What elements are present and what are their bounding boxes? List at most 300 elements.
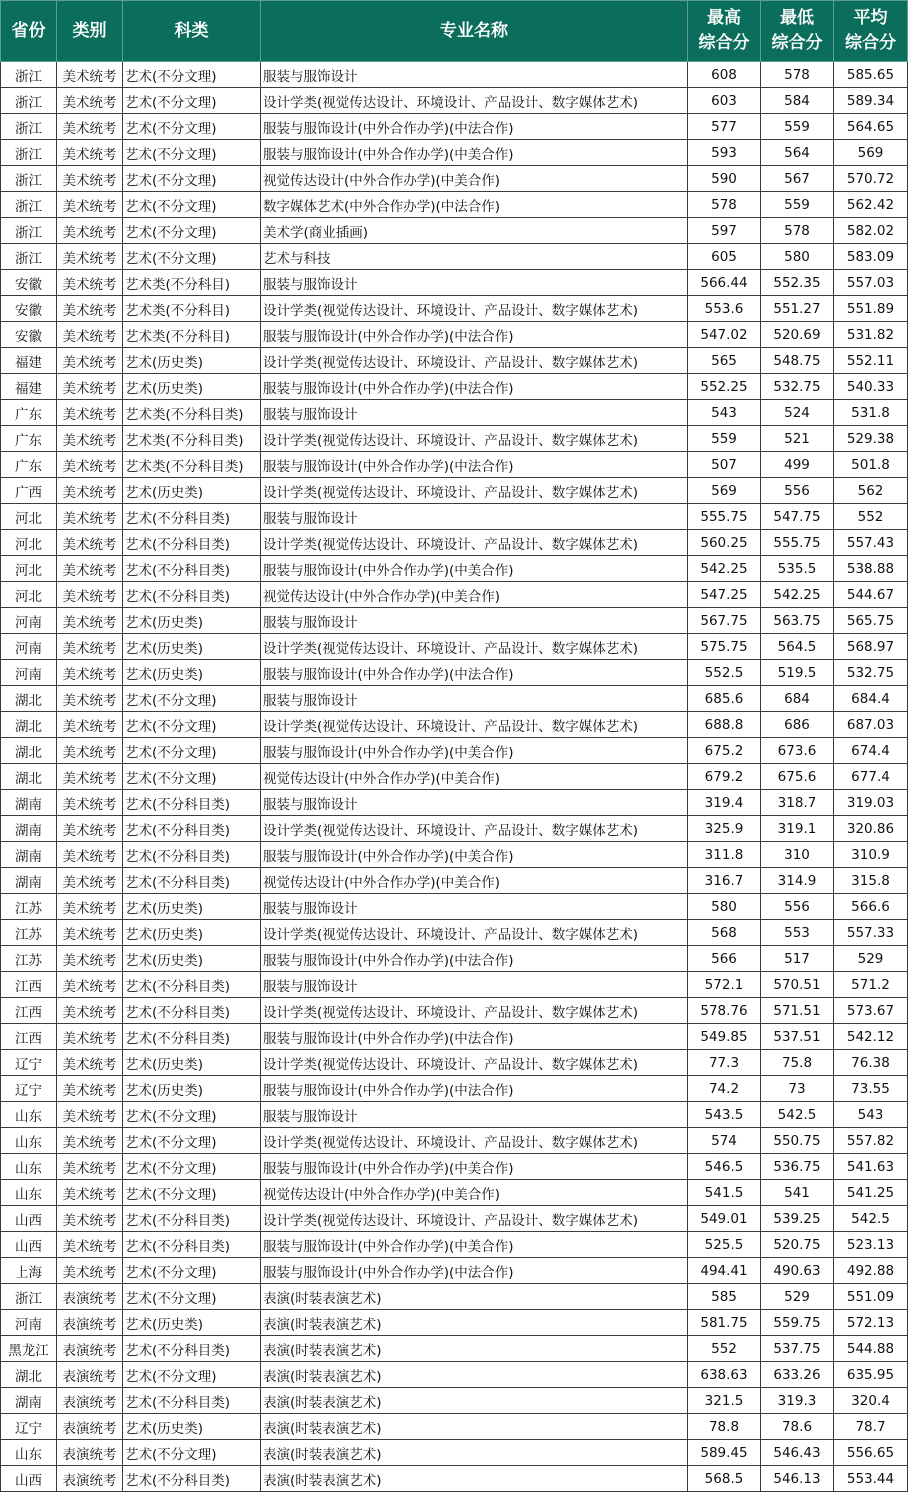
cell-subject-type: 艺术(不分文理) <box>123 1102 261 1128</box>
cell-max-score: 525.5 <box>688 1232 761 1258</box>
cell-major: 视觉传达设计(中外合作办学)(中美合作) <box>261 1180 688 1206</box>
cell-major: 服装与服饰设计 <box>261 608 688 634</box>
cell-major: 服装与服饰设计(中外合作办学)(中美合作) <box>261 556 688 582</box>
cell-category: 美术统考 <box>57 556 123 582</box>
cell-min-score: 535.5 <box>761 556 834 582</box>
cell-max-score: 605 <box>688 244 761 270</box>
table-body <box>1 62 908 1492</box>
cell-province: 山东 <box>1 1440 57 1466</box>
cell-category: 美术统考 <box>57 1050 123 1076</box>
table-row <box>1 296 908 322</box>
cell-province: 安徽 <box>1 322 57 348</box>
cell-subject-type: 艺术(历史类) <box>123 1050 261 1076</box>
cell-min-score: 519.5 <box>761 660 834 686</box>
cell-category: 美术统考 <box>57 426 123 452</box>
cell-subject-type: 艺术(历史类) <box>123 894 261 920</box>
cell-major: 设计学类(视觉传达设计、环境设计、产品设计、数字媒体艺术) <box>261 634 688 660</box>
cell-subject-type: 艺术(历史类) <box>123 634 261 660</box>
cell-subject-type: 艺术(历史类) <box>123 1310 261 1336</box>
cell-min-score: 548.75 <box>761 348 834 374</box>
cell-max-score: 589.45 <box>688 1440 761 1466</box>
cell-min-score: 546.13 <box>761 1466 834 1492</box>
table-row <box>1 972 908 998</box>
cell-province: 上海 <box>1 1258 57 1284</box>
cell-min-score: 673.6 <box>761 738 834 764</box>
cell-avg-score: 562 <box>834 478 908 504</box>
cell-min-score: 633.26 <box>761 1362 834 1388</box>
cell-avg-score: 583.09 <box>834 244 908 270</box>
cell-subject-type: 艺术类(不分科目) <box>123 322 261 348</box>
cell-category: 美术统考 <box>57 972 123 998</box>
cell-avg-score: 543 <box>834 1102 908 1128</box>
cell-subject-type: 艺术(不分文理) <box>123 764 261 790</box>
cell-province: 山东 <box>1 1102 57 1128</box>
cell-province: 黑龙江 <box>1 1336 57 1362</box>
table-row <box>1 1024 908 1050</box>
cell-subject-type: 艺术(不分科目类) <box>123 972 261 998</box>
cell-province: 江西 <box>1 998 57 1024</box>
cell-major: 服装与服饰设计(中外合作办学)(中美合作) <box>261 1154 688 1180</box>
cell-subject-type: 艺术(不分科目类) <box>123 530 261 556</box>
cell-province: 安徽 <box>1 296 57 322</box>
cell-max-score: 74.2 <box>688 1076 761 1102</box>
cell-province: 湖南 <box>1 790 57 816</box>
cell-major: 服装与服饰设计(中外合作办学)(中美合作) <box>261 842 688 868</box>
cell-subject-type: 艺术(不分科目类) <box>123 1232 261 1258</box>
header-category: 类别 <box>57 1 123 62</box>
cell-category: 美术统考 <box>57 946 123 972</box>
cell-max-score: 608 <box>688 62 761 88</box>
cell-avg-score: 78.7 <box>834 1414 908 1440</box>
cell-major: 设计学类(视觉传达设计、环境设计、产品设计、数字媒体艺术) <box>261 296 688 322</box>
cell-subject-type: 艺术(不分文理) <box>123 1440 261 1466</box>
cell-major: 艺术与科技 <box>261 244 688 270</box>
cell-subject-type: 艺术(历史类) <box>123 1414 261 1440</box>
cell-major: 设计学类(视觉传达设计、环境设计、产品设计、数字媒体艺术) <box>261 998 688 1024</box>
cell-province: 辽宁 <box>1 1414 57 1440</box>
cell-category: 美术统考 <box>57 1102 123 1128</box>
cell-province: 辽宁 <box>1 1050 57 1076</box>
cell-max-score: 316.7 <box>688 868 761 894</box>
cell-category: 美术统考 <box>57 1206 123 1232</box>
cell-category: 美术统考 <box>57 998 123 1024</box>
cell-subject-type: 艺术(不分文理) <box>123 114 261 140</box>
cell-subject-type: 艺术(不分科目类) <box>123 790 261 816</box>
cell-major: 服装与服饰设计 <box>261 894 688 920</box>
cell-major: 设计学类(视觉传达设计、环境设计、产品设计、数字媒体艺术) <box>261 816 688 842</box>
cell-max-score: 568.5 <box>688 1466 761 1492</box>
header-province: 省份 <box>1 1 57 62</box>
table-row <box>1 1076 908 1102</box>
cell-major: 服装与服饰设计(中外合作办学)(中美合作) <box>261 1232 688 1258</box>
cell-min-score: 564.5 <box>761 634 834 660</box>
cell-major: 服装与服饰设计(中外合作办学)(中法合作) <box>261 660 688 686</box>
cell-subject-type: 艺术(不分科目类) <box>123 1024 261 1050</box>
cell-major: 服装与服饰设计 <box>261 504 688 530</box>
cell-major: 表演(时装表演艺术) <box>261 1284 688 1310</box>
cell-category: 美术统考 <box>57 1076 123 1102</box>
cell-min-score: 73 <box>761 1076 834 1102</box>
cell-category: 美术统考 <box>57 1258 123 1284</box>
cell-max-score: 319.4 <box>688 790 761 816</box>
cell-province: 河北 <box>1 530 57 556</box>
cell-province: 河南 <box>1 608 57 634</box>
cell-province: 江苏 <box>1 894 57 920</box>
cell-min-score: 536.75 <box>761 1154 834 1180</box>
table-row <box>1 1310 908 1336</box>
header-avg-score-line1: 平均 <box>853 8 888 28</box>
cell-category: 美术统考 <box>57 608 123 634</box>
cell-max-score: 566 <box>688 946 761 972</box>
cell-avg-score: 529.38 <box>834 426 908 452</box>
cell-subject-type: 艺术(不分文理) <box>123 712 261 738</box>
cell-max-score: 560.25 <box>688 530 761 556</box>
cell-max-score: 685.6 <box>688 686 761 712</box>
cell-avg-score: 562.42 <box>834 192 908 218</box>
cell-category: 美术统考 <box>57 296 123 322</box>
cell-major: 表演(时装表演艺术) <box>261 1414 688 1440</box>
cell-avg-score: 544.67 <box>834 582 908 608</box>
table-row <box>1 1232 908 1258</box>
header-subject-type: 科类 <box>123 1 261 62</box>
cell-subject-type: 艺术(不分文理) <box>123 686 261 712</box>
header-max-score-line2: 综合分 <box>698 33 750 53</box>
cell-category: 美术统考 <box>57 504 123 530</box>
cell-province: 河北 <box>1 504 57 530</box>
cell-min-score: 499 <box>761 452 834 478</box>
cell-max-score: 543.5 <box>688 1102 761 1128</box>
cell-major: 设计学类(视觉传达设计、环境设计、产品设计、数字媒体艺术) <box>261 530 688 556</box>
table-row <box>1 1362 908 1388</box>
cell-major: 表演(时装表演艺术) <box>261 1310 688 1336</box>
header-max-score <box>688 1 761 62</box>
cell-major: 服装与服饰设计 <box>261 1102 688 1128</box>
cell-category: 美术统考 <box>57 1128 123 1154</box>
cell-min-score: 310 <box>761 842 834 868</box>
cell-avg-score: 531.8 <box>834 400 908 426</box>
table-row <box>1 374 908 400</box>
cell-avg-score: 573.67 <box>834 998 908 1024</box>
cell-min-score: 78.6 <box>761 1414 834 1440</box>
cell-avg-score: 542.12 <box>834 1024 908 1050</box>
cell-province: 广西 <box>1 478 57 504</box>
table-row <box>1 140 908 166</box>
cell-subject-type: 艺术(不分文理) <box>123 1258 261 1284</box>
cell-subject-type: 艺术(历史类) <box>123 478 261 504</box>
cell-max-score: 566.44 <box>688 270 761 296</box>
cell-subject-type: 艺术(不分文理) <box>123 1180 261 1206</box>
cell-category: 美术统考 <box>57 192 123 218</box>
cell-province: 河南 <box>1 1310 57 1336</box>
cell-subject-type: 艺术(历史类) <box>123 608 261 634</box>
cell-major: 设计学类(视觉传达设计、环境设计、产品设计、数字媒体艺术) <box>261 920 688 946</box>
cell-major: 设计学类(视觉传达设计、环境设计、产品设计、数字媒体艺术) <box>261 712 688 738</box>
cell-category: 美术统考 <box>57 348 123 374</box>
cell-avg-score: 557.33 <box>834 920 908 946</box>
cell-category: 表演统考 <box>57 1310 123 1336</box>
cell-category: 美术统考 <box>57 114 123 140</box>
cell-province: 广东 <box>1 400 57 426</box>
cell-major: 服装与服饰设计(中外合作办学)(中法合作) <box>261 1076 688 1102</box>
cell-min-score: 559.75 <box>761 1310 834 1336</box>
table-row <box>1 426 908 452</box>
cell-max-score: 585 <box>688 1284 761 1310</box>
cell-province: 湖北 <box>1 764 57 790</box>
cell-max-score: 553.6 <box>688 296 761 322</box>
cell-avg-score: 565.75 <box>834 608 908 634</box>
cell-max-score: 543 <box>688 400 761 426</box>
cell-max-score: 688.8 <box>688 712 761 738</box>
cell-province: 福建 <box>1 374 57 400</box>
table-row <box>1 1466 908 1492</box>
cell-min-score: 490.63 <box>761 1258 834 1284</box>
table-row <box>1 1258 908 1284</box>
cell-max-score: 555.75 <box>688 504 761 530</box>
cell-avg-score: 541.63 <box>834 1154 908 1180</box>
cell-category: 表演统考 <box>57 1388 123 1414</box>
cell-max-score: 507 <box>688 452 761 478</box>
cell-province: 浙江 <box>1 88 57 114</box>
cell-min-score: 556 <box>761 478 834 504</box>
cell-avg-score: 523.13 <box>834 1232 908 1258</box>
cell-min-score: 524 <box>761 400 834 426</box>
cell-min-score: 553 <box>761 920 834 946</box>
cell-min-score: 75.8 <box>761 1050 834 1076</box>
cell-min-score: 537.51 <box>761 1024 834 1050</box>
table-row <box>1 920 908 946</box>
cell-province: 湖南 <box>1 816 57 842</box>
cell-min-score: 552.35 <box>761 270 834 296</box>
cell-major: 服装与服饰设计(中外合作办学)(中法合作) <box>261 322 688 348</box>
cell-category: 表演统考 <box>57 1284 123 1310</box>
cell-category: 美术统考 <box>57 686 123 712</box>
header-row <box>1 1 908 62</box>
cell-subject-type: 艺术类(不分科目) <box>123 270 261 296</box>
table-row <box>1 270 908 296</box>
cell-major: 表演(时装表演艺术) <box>261 1336 688 1362</box>
cell-category: 美术统考 <box>57 660 123 686</box>
cell-avg-score: 315.8 <box>834 868 908 894</box>
cell-category: 美术统考 <box>57 140 123 166</box>
cell-category: 美术统考 <box>57 816 123 842</box>
table-row <box>1 1154 908 1180</box>
cell-avg-score: 538.88 <box>834 556 908 582</box>
cell-min-score: 541 <box>761 1180 834 1206</box>
cell-subject-type: 艺术(不分科目类) <box>123 1206 261 1232</box>
cell-min-score: 567 <box>761 166 834 192</box>
cell-major: 服装与服饰设计 <box>261 790 688 816</box>
cell-avg-score: 529 <box>834 946 908 972</box>
cell-major: 服装与服饰设计(中外合作办学)(中法合作) <box>261 946 688 972</box>
cell-subject-type: 艺术类(不分科目) <box>123 296 261 322</box>
cell-subject-type: 艺术(不分文理) <box>123 1284 261 1310</box>
cell-min-score: 542.25 <box>761 582 834 608</box>
cell-min-score: 521 <box>761 426 834 452</box>
cell-major: 表演(时装表演艺术) <box>261 1362 688 1388</box>
cell-province: 浙江 <box>1 140 57 166</box>
cell-min-score: 580 <box>761 244 834 270</box>
table-row <box>1 1050 908 1076</box>
cell-avg-score: 553.44 <box>834 1466 908 1492</box>
cell-avg-score: 531.82 <box>834 322 908 348</box>
cell-category: 美术统考 <box>57 868 123 894</box>
cell-min-score: 564 <box>761 140 834 166</box>
cell-min-score: 529 <box>761 1284 834 1310</box>
cell-max-score: 552.5 <box>688 660 761 686</box>
cell-max-score: 552.25 <box>688 374 761 400</box>
table-row <box>1 1180 908 1206</box>
cell-category: 表演统考 <box>57 1362 123 1388</box>
cell-min-score: 539.25 <box>761 1206 834 1232</box>
cell-subject-type: 艺术(不分科目类) <box>123 504 261 530</box>
table-row <box>1 1388 908 1414</box>
cell-avg-score: 569 <box>834 140 908 166</box>
cell-subject-type: 艺术(不分文理) <box>123 218 261 244</box>
cell-category: 美术统考 <box>57 322 123 348</box>
cell-province: 浙江 <box>1 166 57 192</box>
cell-major: 设计学类(视觉传达设计、环境设计、产品设计、数字媒体艺术) <box>261 1050 688 1076</box>
cell-max-score: 321.5 <box>688 1388 761 1414</box>
cell-major: 设计学类(视觉传达设计、环境设计、产品设计、数字媒体艺术) <box>261 88 688 114</box>
table-row <box>1 1206 908 1232</box>
cell-min-score: 570.51 <box>761 972 834 998</box>
cell-subject-type: 艺术(历史类) <box>123 660 261 686</box>
cell-subject-type: 艺术(不分文理) <box>123 1362 261 1388</box>
cell-major: 服装与服饰设计 <box>261 62 688 88</box>
cell-min-score: 542.5 <box>761 1102 834 1128</box>
cell-min-score: 520.75 <box>761 1232 834 1258</box>
cell-category: 美术统考 <box>57 530 123 556</box>
cell-min-score: 319.1 <box>761 816 834 842</box>
cell-subject-type: 艺术(不分科目类) <box>123 1388 261 1414</box>
cell-max-score: 494.41 <box>688 1258 761 1284</box>
cell-category: 美术统考 <box>57 166 123 192</box>
table-row <box>1 452 908 478</box>
cell-subject-type: 艺术(不分科目类) <box>123 582 261 608</box>
cell-max-score: 581.75 <box>688 1310 761 1336</box>
table-row <box>1 816 908 842</box>
cell-subject-type: 艺术(不分文理) <box>123 1128 261 1154</box>
cell-province: 浙江 <box>1 192 57 218</box>
cell-province: 山西 <box>1 1466 57 1492</box>
cell-major: 服装与服饰设计(中外合作办学)(中美合作) <box>261 140 688 166</box>
cell-category: 美术统考 <box>57 764 123 790</box>
cell-category: 美术统考 <box>57 400 123 426</box>
cell-subject-type: 艺术(不分文理) <box>123 192 261 218</box>
cell-major: 服装与服饰设计 <box>261 270 688 296</box>
cell-min-score: 571.51 <box>761 998 834 1024</box>
cell-min-score: 686 <box>761 712 834 738</box>
cell-subject-type: 艺术(不分文理) <box>123 1154 261 1180</box>
cell-min-score: 551.27 <box>761 296 834 322</box>
cell-province: 河北 <box>1 582 57 608</box>
cell-max-score: 580 <box>688 894 761 920</box>
cell-min-score: 550.75 <box>761 1128 834 1154</box>
table-row <box>1 868 908 894</box>
cell-avg-score: 541.25 <box>834 1180 908 1206</box>
cell-avg-score: 582.02 <box>834 218 908 244</box>
cell-subject-type: 艺术(不分科目类) <box>123 1336 261 1362</box>
cell-subject-type: 艺术(不分科目类) <box>123 816 261 842</box>
table-row <box>1 1102 908 1128</box>
cell-subject-type: 艺术(不分文理) <box>123 88 261 114</box>
cell-max-score: 325.9 <box>688 816 761 842</box>
cell-max-score: 547.25 <box>688 582 761 608</box>
table-row <box>1 478 908 504</box>
cell-major: 视觉传达设计(中外合作办学)(中美合作) <box>261 582 688 608</box>
cell-avg-score: 492.88 <box>834 1258 908 1284</box>
cell-subject-type: 艺术(不分文理) <box>123 62 261 88</box>
cell-subject-type: 艺术类(不分科目类) <box>123 426 261 452</box>
cell-max-score: 679.2 <box>688 764 761 790</box>
cell-major: 视觉传达设计(中外合作办学)(中美合作) <box>261 166 688 192</box>
cell-max-score: 603 <box>688 88 761 114</box>
cell-province: 湖南 <box>1 868 57 894</box>
cell-avg-score: 570.72 <box>834 166 908 192</box>
cell-avg-score: 589.34 <box>834 88 908 114</box>
cell-major: 设计学类(视觉传达设计、环境设计、产品设计、数字媒体艺术) <box>261 1128 688 1154</box>
cell-max-score: 559 <box>688 426 761 452</box>
table-row <box>1 686 908 712</box>
cell-min-score: 563.75 <box>761 608 834 634</box>
cell-category: 美术统考 <box>57 1154 123 1180</box>
cell-avg-score: 556.65 <box>834 1440 908 1466</box>
cell-avg-score: 552 <box>834 504 908 530</box>
cell-major: 服装与服饰设计(中外合作办学)(中法合作) <box>261 374 688 400</box>
cell-max-score: 541.5 <box>688 1180 761 1206</box>
cell-max-score: 572.1 <box>688 972 761 998</box>
table-row <box>1 946 908 972</box>
header-avg-score-line2: 综合分 <box>845 33 896 53</box>
cell-max-score: 593 <box>688 140 761 166</box>
cell-subject-type: 艺术(不分文理) <box>123 244 261 270</box>
cell-category: 美术统考 <box>57 244 123 270</box>
cell-major: 服装与服饰设计(中外合作办学)(中法合作) <box>261 114 688 140</box>
cell-max-score: 574 <box>688 1128 761 1154</box>
cell-province: 湖北 <box>1 712 57 738</box>
cell-major: 服装与服饰设计(中外合作办学)(中美合作) <box>261 738 688 764</box>
cell-major: 表演(时装表演艺术) <box>261 1440 688 1466</box>
header-min-score <box>761 1 834 62</box>
cell-province: 河南 <box>1 660 57 686</box>
cell-avg-score: 320.4 <box>834 1388 908 1414</box>
cell-category: 美术统考 <box>57 842 123 868</box>
cell-province: 浙江 <box>1 62 57 88</box>
table-row <box>1 660 908 686</box>
cell-avg-score: 319.03 <box>834 790 908 816</box>
cell-province: 广东 <box>1 426 57 452</box>
cell-max-score: 546.5 <box>688 1154 761 1180</box>
cell-subject-type: 艺术(不分科目类) <box>123 998 261 1024</box>
table-row <box>1 504 908 530</box>
cell-avg-score: 566.6 <box>834 894 908 920</box>
cell-avg-score: 551.89 <box>834 296 908 322</box>
cell-max-score: 575.75 <box>688 634 761 660</box>
cell-major: 美术学(商业插画) <box>261 218 688 244</box>
cell-category: 表演统考 <box>57 1336 123 1362</box>
cell-province: 湖北 <box>1 686 57 712</box>
cell-province: 湖北 <box>1 1362 57 1388</box>
cell-subject-type: 艺术(历史类) <box>123 374 261 400</box>
cell-province: 安徽 <box>1 270 57 296</box>
cell-category: 美术统考 <box>57 270 123 296</box>
cell-province: 广东 <box>1 452 57 478</box>
cell-province: 山西 <box>1 1232 57 1258</box>
table-row <box>1 764 908 790</box>
cell-subject-type: 艺术类(不分科目类) <box>123 452 261 478</box>
cell-province: 河南 <box>1 634 57 660</box>
cell-max-score: 565 <box>688 348 761 374</box>
